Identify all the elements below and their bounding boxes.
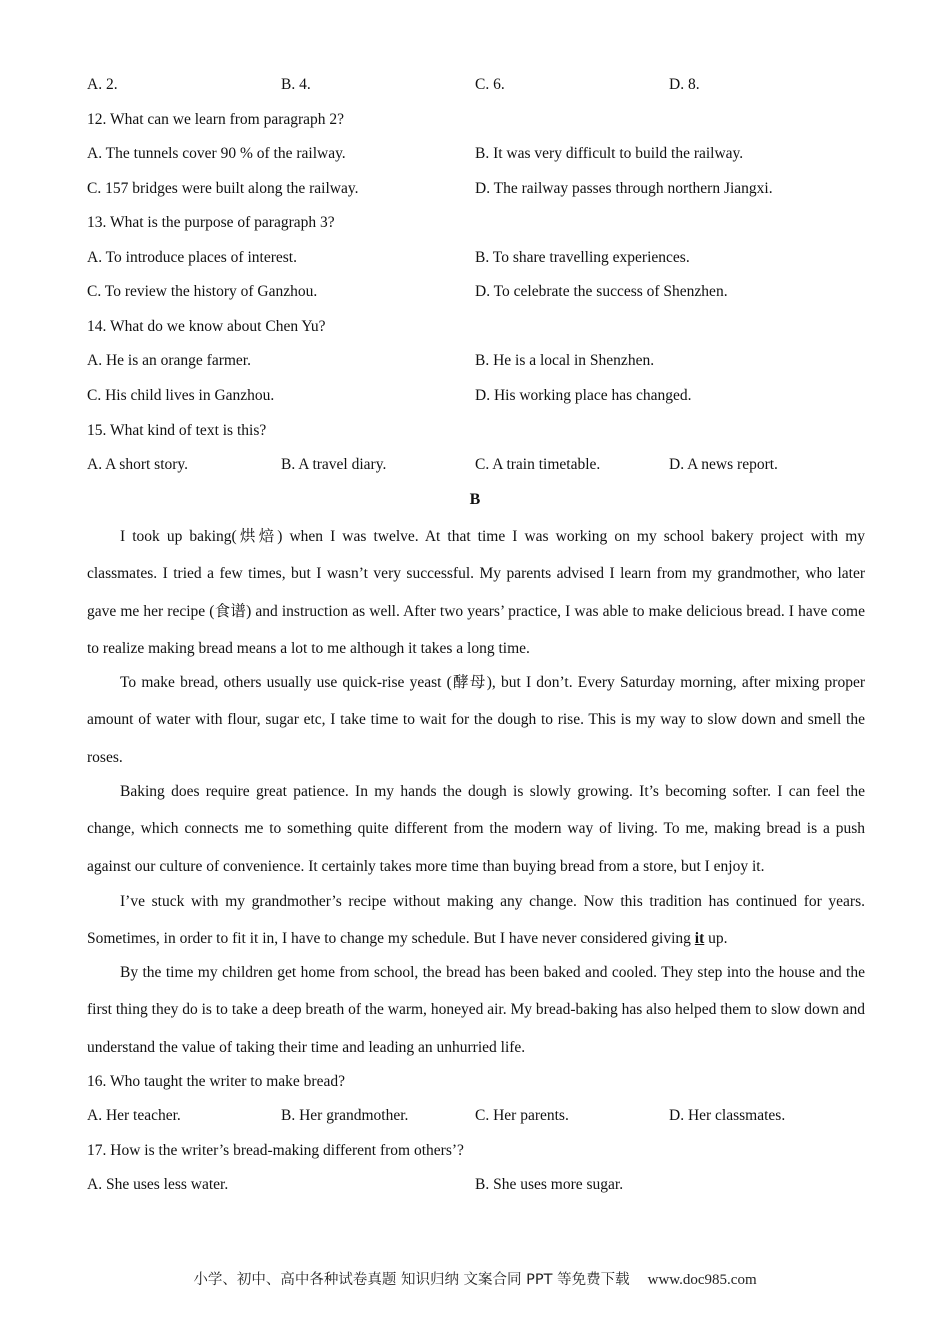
- passage-paragraph-4-text: I’ve stuck with my grandmother’s recipe without making any change. Now this tradition has continued for years. Sometimes, in order to fit it in, I have to change my schedule. But I have never considered giving: [87, 893, 865, 948]
- q14-option-d: D. His working place has changed.: [475, 387, 692, 404]
- q12-option-c: C. 157 bridges were built along the railway.: [87, 180, 359, 197]
- q12-options-row2: [87, 180, 867, 202]
- q15-options: [87, 456, 867, 478]
- q12-option-d: D. The railway passes through northern Jiangxi.: [475, 180, 773, 197]
- q11-option-b: B. 4.: [281, 76, 311, 93]
- q11-option-d: D. 8.: [669, 76, 700, 93]
- q12-option-b: B. It was very difficult to build the railway.: [475, 145, 744, 162]
- q14-option-b: B. He is a local in Shenzhen.: [475, 352, 655, 369]
- footer-text: 小学、初中、高中各种试卷真题 知识归纳 文案合同 PPT 等免费下载: [193, 1272, 630, 1288]
- q11-option-a: A. 2.: [87, 76, 118, 93]
- q13-options-row2: [87, 283, 867, 305]
- passage-paragraph-2: To make bread, others usually use quick-rise yeast (酵母), but I don’t. Every Saturday morning, after mixing proper amount of water with flour, sugar etc, I take time to wait for the dough to rise. This is my way to slow down and smell the roses.: [87, 674, 865, 766]
- q15-option-d: D. A news report.: [669, 456, 778, 473]
- q15-option-c: C. A train timetable.: [475, 456, 601, 473]
- footer-url[interactable]: www.doc985.com: [647, 1272, 757, 1288]
- q16-option-a: A. Her teacher.: [87, 1107, 181, 1124]
- q17-question: 17. How is the writer’s bread-making different from others’?: [87, 1142, 464, 1159]
- q11-option-c: C. 6.: [475, 76, 505, 93]
- q13-options-row1: [87, 249, 867, 271]
- q14-question: 14. What do we know about Chen Yu?: [87, 318, 326, 335]
- q16-option-c: C. Her parents.: [475, 1107, 569, 1124]
- underlined-word-it: it: [694, 930, 705, 948]
- section-b-heading: B: [469, 491, 481, 508]
- q11-options: [87, 76, 867, 98]
- q15-question: 15. What kind of text is this?: [87, 422, 267, 439]
- q13-option-b: B. To share travelling experiences.: [475, 249, 690, 266]
- q17-option-b: B. She uses more sugar.: [475, 1176, 624, 1193]
- q17-option-a: A. She uses less water.: [87, 1176, 229, 1193]
- q12-option-a: A. The tunnels cover 90 % of the railway.: [87, 145, 346, 162]
- passage-paragraph-4: [87, 883, 865, 958]
- q14-options-row2: [87, 387, 867, 409]
- q15-option-b: B. A travel diary.: [281, 456, 387, 473]
- q17-options: [87, 1176, 867, 1198]
- q12-options-row1: [87, 145, 867, 167]
- passage-paragraph-3: Baking does require great patience. In my hands the dough is slowly growing. It’s becoming softer. I can feel the change, which connects me to something quite different from the modern way of living. To me, making bread is a push against our culture of convenience. It certainly takes more time than buying bread from a store, but I enjoy it.: [87, 783, 865, 875]
- q14-option-a: A. He is an orange farmer.: [87, 352, 251, 369]
- q16-question: 16. Who taught the writer to make bread?: [87, 1073, 345, 1090]
- q16-options: [87, 1107, 867, 1129]
- passage-paragraph-5: By the time my children get home from school, the bread has been baked and cooled. They step into the house and the first thing they do is to take a deep breath of the warm, honeyed air. My bread-baking has also helped them to slow down and understand the value of taking their time and leading an unhurried life.: [87, 964, 865, 1056]
- q16-option-d: D. Her classmates.: [669, 1107, 786, 1124]
- q13-option-d: D. To celebrate the success of Shenzhen.: [475, 283, 728, 300]
- q13-option-c: C. To review the history of Ganzhou.: [87, 283, 318, 300]
- passage-paragraph-4-end: up.: [704, 930, 728, 948]
- page-footer: [0, 1268, 950, 1289]
- q14-option-c: C. His child lives in Ganzhou.: [87, 387, 275, 404]
- q13-option-a: A. To introduce places of interest.: [87, 249, 297, 266]
- q12-question: 12. What can we learn from paragraph 2?: [87, 111, 345, 128]
- q14-options-row1: [87, 352, 867, 374]
- passage-paragraph-1: I took up baking(烘焙) when I was twelve. At that time I was working on my school bakery project with my classmates. I tried a few times, but I wasn’t very successful. My parents advised I learn from my grandmother, who later gave me her recipe (食谱) and instruction as well. After two years’ practice, I was able to make delicious bread. I have come to realize making bread means a lot to me although it takes a long time.: [87, 528, 865, 657]
- q13-question: 13. What is the purpose of paragraph 3?: [87, 214, 335, 231]
- q16-option-b: B. Her grandmother.: [281, 1107, 409, 1124]
- q15-option-a: A. A short story.: [87, 456, 189, 473]
